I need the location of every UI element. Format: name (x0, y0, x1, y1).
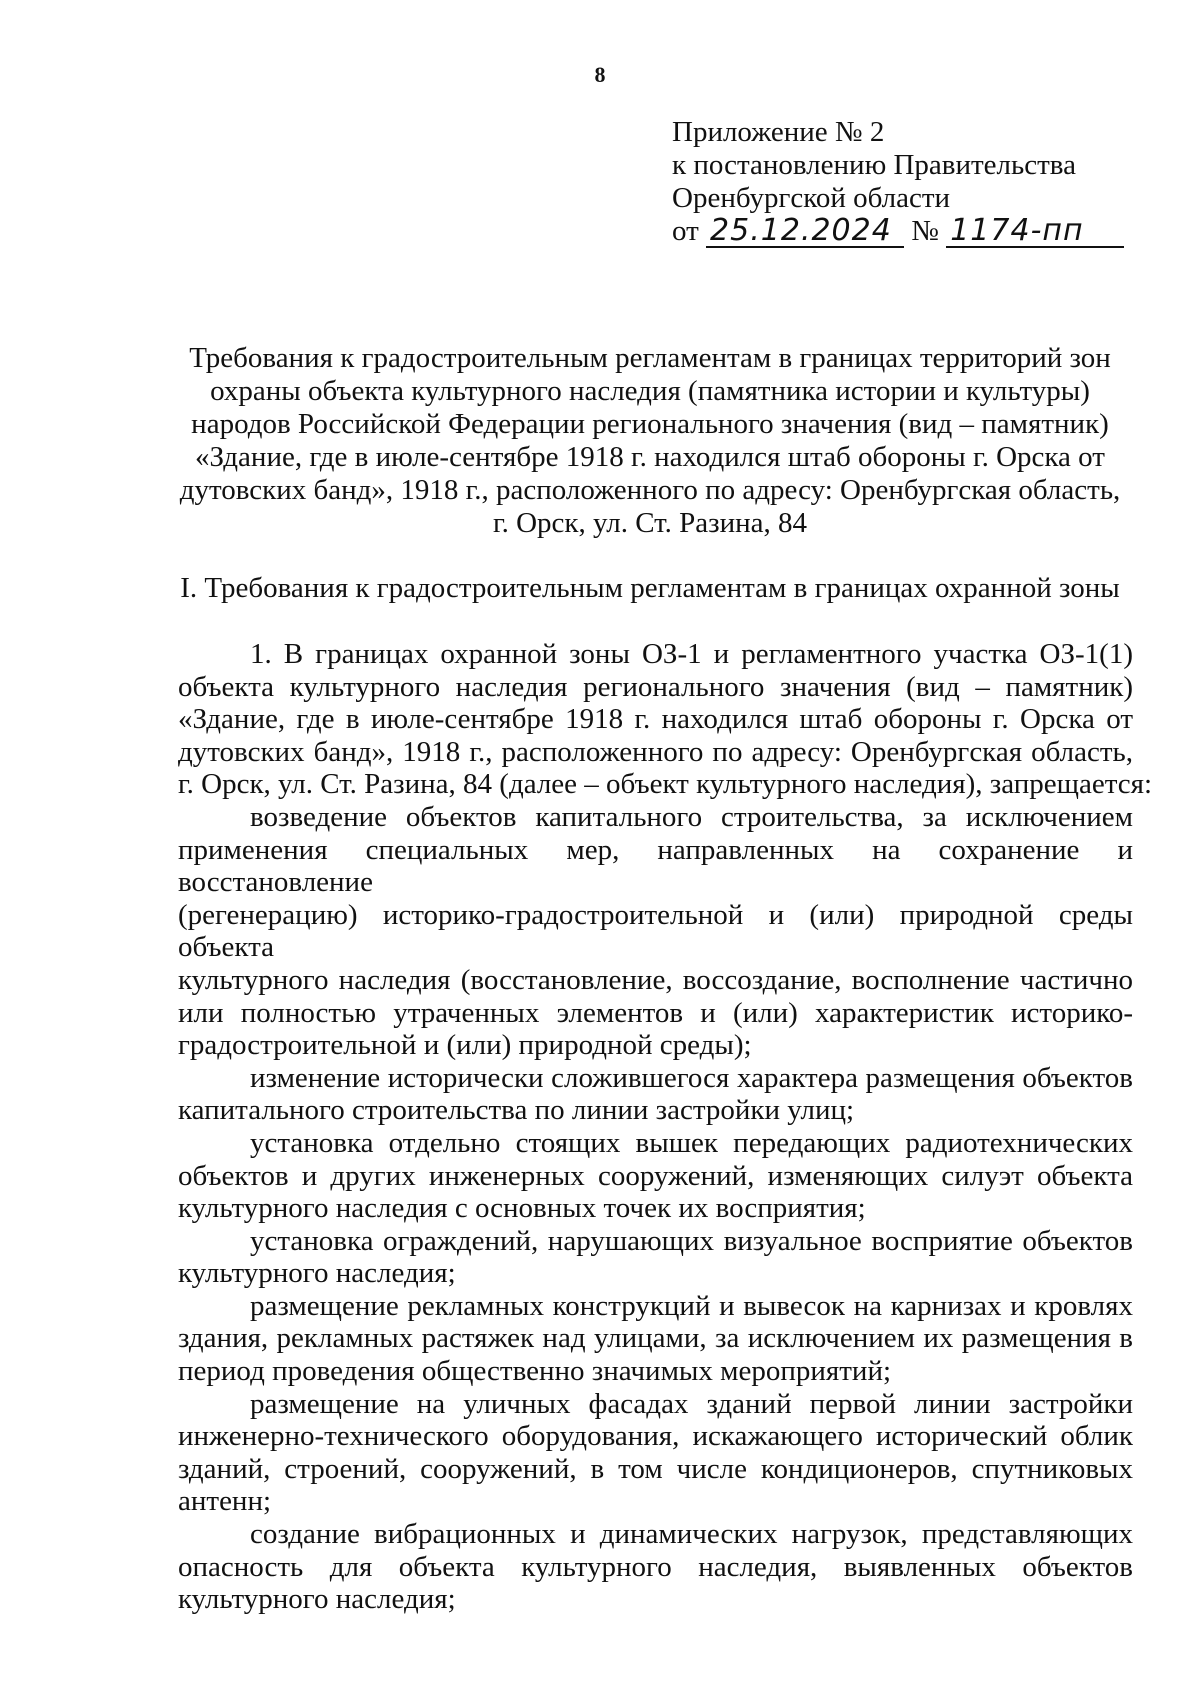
document-body (178, 638, 1153, 1616)
appendix-line-2: к постановлению Правительства (672, 149, 1076, 181)
title-line: народов Российской Федерации регионального значения (вид – памятник) (191, 408, 1109, 440)
paragraph (178, 638, 1153, 801)
paragraph-line: капитального строительства по линии застройки улиц; (178, 1094, 855, 1127)
title-line: «Здание, где в июле-сентябре 1918 г. находился штаб обороны г. Орска от (195, 441, 1105, 473)
title-line: г. Орск, ул. Ст. Разина, 84 (492, 507, 808, 539)
paragraph (178, 1127, 1133, 1225)
paragraph-line: установка отдельно стоящих вышек передающих радиотехнических (250, 1126, 1133, 1159)
paragraph (178, 801, 1133, 1062)
paragraph-line: размещение на уличных фасадах зданий первой линии застройки (250, 1387, 1133, 1420)
appendix-block (672, 116, 1124, 248)
paragraph-line: культурного наследия с основных точек их восприятия; (178, 1192, 866, 1225)
paragraph-line: объекта культурного наследия регионального значения (вид – памятник) (178, 670, 1133, 703)
paragraph-line: период проведения общественно значимых мероприятий; (178, 1355, 892, 1388)
number-sign: № (911, 215, 939, 247)
paragraph-line: культурного наследия; (178, 1583, 456, 1616)
appendix-date-line (672, 215, 1124, 248)
paragraph-line: опасность для объекта культурного наследия, выявленных объектов (178, 1550, 1133, 1583)
paragraph-line: зданий, строений, сооружений, в том числе кондиционеров, спутниковых (178, 1452, 1133, 1485)
paragraph (178, 1062, 1133, 1127)
appendix-line-1: Приложение № 2 (672, 116, 885, 148)
title-line: Требования к градостроительным регламентам в границах территорий зон (189, 342, 1111, 374)
paragraph-line: установка ограждений, нарушающих визуальное восприятие объектов (250, 1224, 1133, 1257)
paragraph (178, 1518, 1133, 1616)
paragraph-line: объектов и других инженерных сооружений, изменяющих силуэт объекта (178, 1159, 1133, 1192)
paragraph-line: культурного наследия (восстановление, воссоздание, восполнение частично (178, 963, 1133, 996)
page-number: 8 (594, 62, 606, 87)
paragraph-line: дутовских банд», 1918 г., расположенного по адресу: Оренбургская область, (178, 735, 1133, 768)
paragraph-line: «Здание, где в июле-сентябре 1918 г. находился штаб обороны г. Орска от (178, 703, 1133, 736)
paragraph (178, 1225, 1133, 1290)
paragraph-line: здания, рекламных растяжек над улицами, за исключением их размещения в (178, 1322, 1133, 1355)
handwritten-date: 25.12.2024 (706, 216, 904, 248)
section-heading: I. Требования к градостроительным регламентам в границах охранной зоны (180, 572, 1120, 604)
document-title (170, 342, 1130, 540)
paragraph-line: культурного наследия; (178, 1257, 456, 1290)
paragraph (178, 1290, 1133, 1388)
paragraph-line: градостроительной и (или) природной среды); (178, 1029, 752, 1062)
title-line: охраны объекта культурного наследия (памятника истории и культуры) (210, 375, 1090, 407)
paragraph (178, 1388, 1133, 1518)
paragraph-line: создание вибрационных и динамических нагрузок, представляющих (250, 1518, 1133, 1551)
paragraph-line: (регенерацию) историко-градостроительной и (или) природной среды объекта (178, 898, 1133, 964)
paragraph-line: применения специальных мер, направленных на сохранение и восстановление (178, 833, 1133, 899)
paragraph-line: возведение объектов капитального строительства, за исключением (250, 800, 1133, 833)
paragraph-line: инженерно-технического оборудования, искажающего исторический облик (178, 1420, 1133, 1453)
title-line: дутовских банд», 1918 г., расположенного по адресу: Оренбургская область, (179, 474, 1121, 506)
handwritten-number: 1174-пп (946, 216, 1124, 248)
paragraph-line: г. Орск, ул. Ст. Разина, 84 (далее – объект культурного наследия), запрещается: (178, 768, 1153, 801)
paragraph-line: изменение исторически сложившегося характера размещения объектов (250, 1061, 1133, 1094)
paragraph-line: антенн; (178, 1485, 272, 1518)
date-prefix: от (672, 215, 699, 247)
appendix-line-3: Оренбургской области (672, 182, 951, 214)
paragraph-line: или полностью утраченных элементов и (или) характеристик историко- (178, 996, 1133, 1029)
paragraph-line: размещение рекламных конструкций и вывесок на карнизах и кровлях (250, 1289, 1133, 1322)
paragraph-line: 1. В границах охранной зоны ОЗ-1 и регламентного участка ОЗ-1(1) (250, 638, 1133, 670)
